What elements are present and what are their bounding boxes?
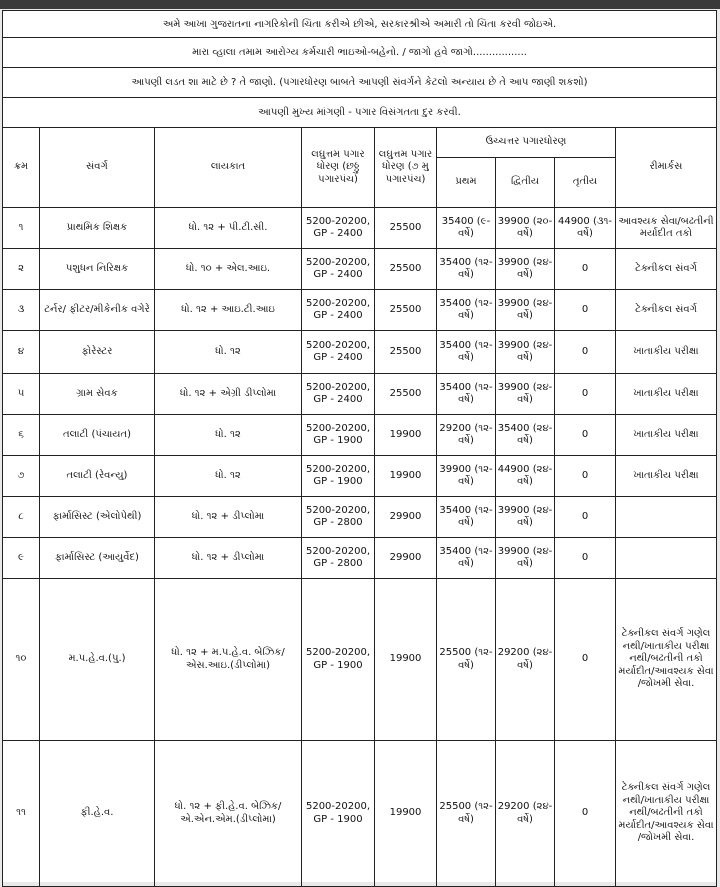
cell-min-pay-6: 5200-20200, GP - 2400 [302,331,375,374]
banner-line-1: અમે આખા ગુજરાતના નાગરિકોની ચિંતા કરીએ છીએ, સરકારશ્રીએ અમારી તો ચિંતા કરવી જોઇએ. [2,10,717,37]
cell-min-pay-7: 19900 [375,415,437,456]
cell-cadre: પશુધન નિરિક્ષક [40,249,155,290]
cell-min-pay-7: 25500 [375,290,437,331]
cell-min-pay-7: 25500 [375,374,437,415]
cell-remarks: ટેક્નીકલ સંવર્ગ [616,290,717,331]
table-row [3,208,717,249]
table-row [3,579,717,741]
cell-min-pay-7: 19900 [375,741,437,887]
header-min-pay-6: લઘુત્તમ પગાર ધોરણ (છઠ્ઠુ પગારપંચ) [302,128,375,208]
cell-third: 0 [555,497,616,538]
cell-third: 0 [555,249,616,290]
cell-qualification: ધો. ૧૨ + ફી.હે.વ. બેઝિક/એ.એન.એમ.(ડીપ્લોમા) [155,741,302,887]
header-min-pay-7: લઘુત્તમ પગાર ધોરણ (૭ મુ પગારપંચ) [375,128,437,208]
cell-second: 39900 (૨૪-વર્ષે) [496,290,555,331]
cell-third: 0 [555,456,616,497]
cell-min-pay-6: 5200-20200, GP - 1900 [302,415,375,456]
cell-first: 35400 (૧૨-વર્ષે) [437,290,496,331]
cell-min-pay-6: 5200-20200, GP - 2800 [302,497,375,538]
cell-cadre: પ્રાથમિક શિક્ષક [40,208,155,249]
cell-sr: ૩ [3,290,40,331]
cell-qualification: ધો. ૧૨ + ડીપ્લોમા [155,538,302,579]
cell-min-pay-6: 5200-20200, GP - 1900 [302,456,375,497]
cell-first: 35400 (૧૨-વર્ષે) [437,374,496,415]
cell-min-pay-6: 5200-20200, GP - 1900 [302,579,375,741]
cell-min-pay-7: 19900 [375,456,437,497]
cell-remarks: ટેક્નીકલ સંવર્ગ ગણેલ નથી/ખાતાકીય પરીક્ષા નથી/બઢતીની તકો મર્યાદીત/આવશ્યક સેવા /જોખમી સેવા. [616,579,717,741]
cell-cadre: ગ્રામ સેવક [40,374,155,415]
table-row [3,538,717,579]
table-body [3,208,717,887]
cell-min-pay-7: 25500 [375,331,437,374]
cell-second: 44900 (૨૪-વર્ષે) [496,456,555,497]
header-sr: ક્રમ [3,128,40,208]
cell-second: 39900 (૨૪-વર્ષે) [496,249,555,290]
cell-cadre: ટર્નર/ ફીટર/મીકેનીક વગેરે [40,290,155,331]
cell-third: 0 [555,538,616,579]
cell-cadre: ફોરેસ્ટર [40,331,155,374]
cell-cadre: તલાટી (રેવન્યુ) [40,456,155,497]
cell-first: 35400 (૯-વર્ષે) [437,208,496,249]
table-row [3,741,717,887]
cell-sr: ૫ [3,374,40,415]
banner-line-3: આપણી લડત શા માટે છે ? તે જાણો. (પગારધોરણ બાબતે આપણી સંવર્ગને કેટલો અન્યાય છે તે આપ જાણી શકશો) [2,67,717,97]
banner-line-4: આપણી મુખ્ય માંગણી - પગાર વિસંગતતા દુર કરવી. [2,97,717,127]
cell-remarks: ટેક્નીકલ સંવર્ગ [616,249,717,290]
cell-first: 39900 (૧૨-વર્ષે) [437,456,496,497]
cell-min-pay-7: 25500 [375,249,437,290]
cell-qualification: ધો. ૧૨ + મ.પ.હે.વ. બેઝિક/એસ.આઇ.(ડીપ્લોમા) [155,579,302,741]
cell-second: 29200 (૨૪-વર્ષે) [496,741,555,887]
cell-remarks: ખાતાકીય પરીક્ષા [616,331,717,374]
cell-sr: ૮ [3,497,40,538]
cell-third: 44900 (૩૧-વર્ષે) [555,208,616,249]
cell-min-pay-6: 5200-20200, GP - 1900 [302,741,375,887]
cell-remarks: ટેક્નીકલ સંવર્ગ ગણેલ નથી/ખાતાકીય પરીક્ષા નથી/બઢતીની તકો મર્યાદીત/આવશ્યક સેવા /જોખમી સેવા. [616,741,717,887]
cell-min-pay-6: 5200-20200, GP - 2400 [302,249,375,290]
cell-sr: ૬ [3,415,40,456]
cell-cadre: ફી.હે.વ. [40,741,155,887]
cell-sr: ૧૧ [3,741,40,887]
header-first: પ્રથમ [437,158,496,208]
cell-third: 0 [555,331,616,374]
table-row [3,374,717,415]
cell-remarks: ખાતાકીય પરીક્ષા [616,415,717,456]
cell-qualification: ધો. ૧૨ + ડીપ્લોમા [155,497,302,538]
header-cadre: સંવર્ગ [40,128,155,208]
table-row [3,497,717,538]
cell-second: 39900 (૨૪-વર્ષે) [496,331,555,374]
cell-sr: ૨ [3,249,40,290]
cell-third: 0 [555,415,616,456]
cell-first: 35400 (૧૨-વર્ષે) [437,497,496,538]
cell-min-pay-6: 5200-20200, GP - 2400 [302,208,375,249]
cell-third: 0 [555,741,616,887]
cell-qualification: ધો. ૧૨ [155,415,302,456]
cell-qualification: ધો. ૧૨ [155,456,302,497]
cell-first: 35400 (૧૨-વર્ષે) [437,249,496,290]
header-second: દ્વિતીય [496,158,555,208]
table-row [3,290,717,331]
top-dark-bar [0,0,720,9]
cell-first: 29200 (૧૨-વર્ષે) [437,415,496,456]
cell-remarks [616,538,717,579]
cell-cadre: તલાટી (પંચાયત) [40,415,155,456]
cell-third: 0 [555,290,616,331]
cell-remarks: ખાતાકીય પરીક્ષા [616,374,717,415]
banner-line-2: મારા વ્હાલા તમામ આરોગ્ય કર્મચારી ભાઇઓ-બહેનો. / જાગો હવે જાગો................. [2,37,717,67]
cell-sr: ૯ [3,538,40,579]
cell-sr: ૭ [3,456,40,497]
cell-first: 25500 (૧૨-વર્ષે) [437,579,496,741]
cell-qualification: ધો. ૧૦ + એલ.આઇ. [155,249,302,290]
cell-min-pay-6: 5200-20200, GP - 2400 [302,290,375,331]
cell-remarks: ખાતાકીય પરીક્ષા [616,456,717,497]
cell-cadre: ફાર્માસિસ્ટ (એલોપેથી) [40,497,155,538]
cell-second: 39900 (૨૪-વર્ષે) [496,374,555,415]
header-remarks: રીમાર્કસ [616,128,717,208]
header-higher-pay: ઉચ્ચત્તર પગારધોરણ [437,128,616,158]
cell-second: 39900 (૨૦-વર્ષે) [496,208,555,249]
cell-first: 35400 (૧૨-વર્ષે) [437,331,496,374]
cell-third: 0 [555,579,616,741]
cell-remarks [616,497,717,538]
cell-third: 0 [555,374,616,415]
cell-qualification: ધો. ૧૨ + એગ્રી ડીપ્લોમા [155,374,302,415]
cell-second: 39900 (૨૪-વર્ષે) [496,497,555,538]
document-sheet [2,10,717,882]
cell-second: 29200 (૨૪-વર્ષે) [496,579,555,741]
cell-first: 35400 (૧૨-વર્ષે) [437,538,496,579]
cell-min-pay-6: 5200-20200, GP - 2400 [302,374,375,415]
cell-sr: ૧ [3,208,40,249]
table-header-row-1 [3,128,717,158]
table-row [3,249,717,290]
cell-qualification: ધો. ૧૨ [155,331,302,374]
pay-scale-table [2,127,717,887]
table-row [3,331,717,374]
header-qualification: લાયકાત [155,128,302,208]
cell-min-pay-7: 29900 [375,497,437,538]
cell-second: 39900 (૨૪-વર્ષે) [496,538,555,579]
cell-cadre: ફાર્માસિસ્ટ (આયુર્વેદ) [40,538,155,579]
cell-second: 35400 (૨૪-વર્ષે) [496,415,555,456]
cell-min-pay-7: 29900 [375,538,437,579]
cell-cadre: મ.પ.હે.વ.(પુ.) [40,579,155,741]
cell-min-pay-7: 19900 [375,579,437,741]
table-row [3,456,717,497]
header-third: તૃતીય [555,158,616,208]
cell-sr: ૧૦ [3,579,40,741]
cell-qualification: ધો. ૧૨ + પી.ટી.સી. [155,208,302,249]
cell-min-pay-7: 25500 [375,208,437,249]
cell-first: 25500 (૧૨-વર્ષે) [437,741,496,887]
cell-qualification: ધો. ૧૨ + આઇ.ટી.આઇ [155,290,302,331]
cell-remarks: આવશ્યક સેવા/બઢતીની મર્યાદીત તકો [616,208,717,249]
cell-min-pay-6: 5200-20200, GP - 2800 [302,538,375,579]
table-row [3,415,717,456]
cell-sr: ૪ [3,331,40,374]
